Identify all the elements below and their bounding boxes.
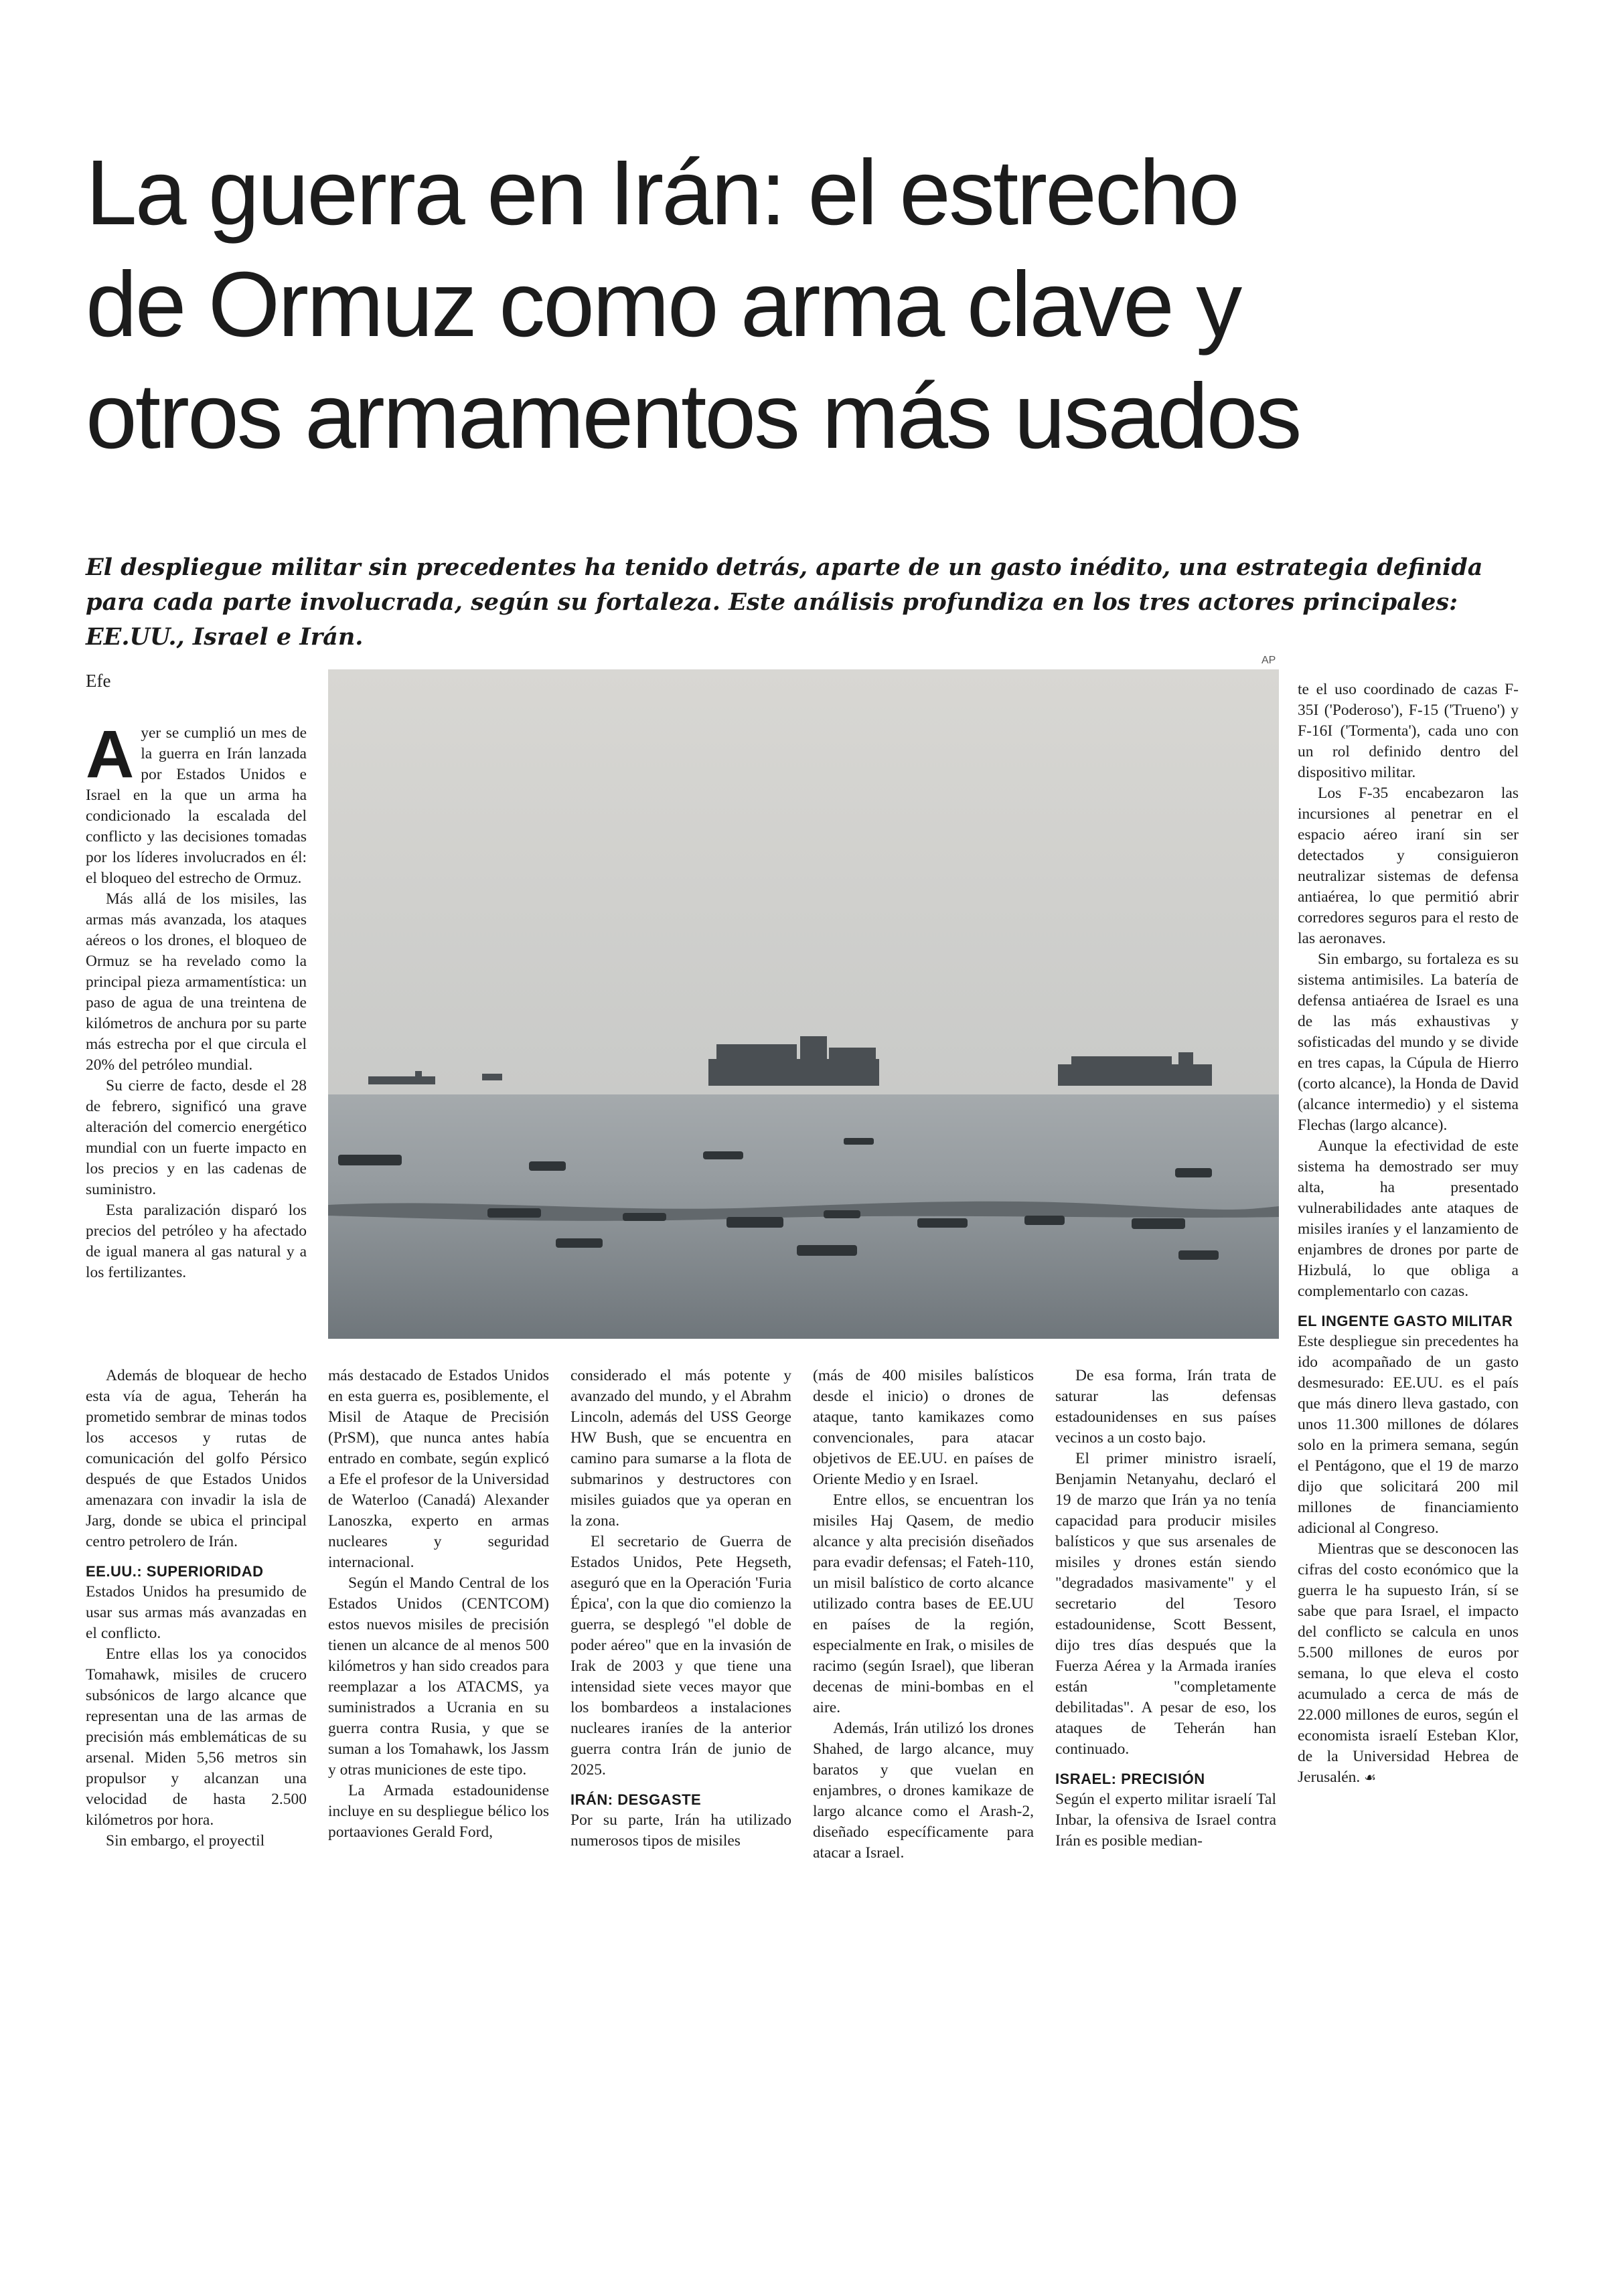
paragraph: considerado el más potente y avanzado del mundo, y el Abrahm Lincoln, además del USS George HW Bush, que se encuentra en camino para sumarse a la flota de submarinos y destructores con misiles guiados que ya operan en la zona. [570,1367,791,1530]
photo-credit: AP [1261,655,1276,666]
drop-cap: A [86,717,135,792]
section-heading-israel: ISRAEL: PRECISIÓN [1055,1771,1205,1787]
end-mark-icon: ☙ [1364,1769,1377,1785]
paragraph: yer se cumplió un mes de la guerra en Irán lanzada por Estados Unidos e Israel en la que un arma ha condicionado la escalada del conflicto y las decisiones tomadas por los líderes involucrados en él: el bloqueo del estrecho de Ormuz. [86,724,307,887]
column-6 [1298,679,1519,1788]
paragraph-text: Mientras que se desconocen las cifras del costo económico que la guerra le ha supuesto Irán, sí se sabe que para Israel, el impacto del conflicto se calcula en unos 5.500 millones de euros por semana, lo que eleva el costo acumulado a cerca de más de 22.000 millones de euros, según el economista israelí Esteban Klor, de la Universidad Hebrea de Jerusalén. [1298,1540,1519,1786]
paragraph: Este despliegue sin precedentes ha ido acompañado de un gasto desmesurado: EE.UU. es el país que más dinero lleva gastado, con unos 11.300 millones de dólares solo en la primera semana, según el Pentágono, que el 19 de marzo dijo que solicitará 200 mil millones de financiamiento adicional al Congreso. [1298,1333,1519,1537]
paragraph: más destacado de Estados Unidos en esta guerra es, posiblemente, el Misil de Ataque de Precisión (PrSM), que nunca antes había entrado en combate, según explicó a Efe el profesor de la Universidad de Waterloo (Canadá) Alexander Lanoszka, experto en armas nucleares y seguridad internacional. [328,1367,549,1571]
paragraph: El primer ministro israelí, Benjamin Netanyahu, declaró el 19 de marzo que Irán ya no tenía capacidad para producir misiles balísticos y que sus arsenales de misiles y drones están siendo "degradados masivamente" y el secretario del Tesoro estadounidense, Scott Bessent, dijo tres días después que la Fuerza Aérea y la Armada iraníes están "completamente debilitadas". A pesar de eso, los ataques de Teherán han continuado. [1055,1450,1276,1758]
paragraph: Más allá de los misiles, las armas más avanzada, los ataques aéreos o los drones, el bloqueo de Ormuz se ha revelado como la principal pieza armamentística: un paso de agua de una treintena de kilómetros de anchura por su parte más estrecha por el que circula el 20% del petróleo mundial. [86,890,307,1074]
column-4 [813,1366,1034,1864]
paragraph: El secretario de Guerra de Estados Unidos, Pete Hegseth, aseguró que en la Operación 'Furia Épica', con la que dio comienzo la guerra, se desplegó "el doble de poder aéreo" que en la invasión de Irak de 2003 y que tiene una intensidad siete veces mayor que los bombardeos a instalaciones nucleares iraníes de la anterior guerra contra Irán de junio de 2025. [570,1533,791,1779]
section-heading-usa: EE.UU.: SUPERIORIDAD [86,1563,264,1580]
paragraph: Además de bloquear de hecho esta vía de agua, Teherán ha prometido sembrar de minas todos los accesos y rutas de comunicación del golfo Pérsico después de que Estados Unidos amenazara con invadir la isla de Jarg, donde se ubica el principal centro petrolero de Irán. [86,1367,307,1550]
paragraph: te el uso coordinado de cazas F-35I ('Poderoso'), F-15 ('Trueno') y F-16I ('Tormenta'), cada uno con un rol definido dentro del dispositivo militar. [1298,681,1519,781]
paragraph: Entre ellas los ya conocidos Tomahawk, misiles de crucero subsónicos de largo alcance que representan una de las armas de precisión más emblemáticas de su arsenal. Miden 5,56 metros sin propulsor y alcanzan una velocidad de hasta 2.500 kilómetros por hora. [86,1645,307,1829]
headline-line-3: otros armamentos más usados [86,365,1300,468]
headline [86,137,1545,473]
headline-line-2: de Ormuz como arma clave y [86,253,1241,356]
column-1 [86,717,307,1283]
column-2 [328,1366,549,1843]
section-heading-military-spending: EL INGENTE GASTO MILITAR [1298,1313,1513,1329]
paragraph: Sin embargo, su fortaleza es su sistema antimisiles. La batería de defensa antiaérea de Israel es una de las más exhaustivas y sofisticadas del mundo y se divide en tres capas, la Cúpula de Hierro (corto alcance), la Honda de David (alcance intermedio) y el sistema Flechas (largo alcance). [1298,951,1519,1134]
paragraph: Según el experto militar israelí Tal Inbar, la ofensiva de Israel contra Irán es posible median- [1055,1791,1276,1850]
deck-subtitle: El despliegue militar sin precedentes ha tenido detrás, aparte de un gasto inédito, una estrategia definida para cada parte involucrada, según su fortaleza. Este análisis profundiza en los tres actores principales: EE.UU., Israel e Irán. [86,554,1483,651]
photo-image [328,669,1279,1339]
paragraph: Los F-35 encabezaron las incursiones al penetrar en el espacio aéreo iraní sin ser detectados y consiguieron neutralizar sistemas de defensa antiaérea, lo que permitió abrir corredores seguros para el resto de las aeronaves. [1298,785,1519,947]
paragraph: De esa forma, Irán trata de saturar las defensas estadounidenses en sus países vecinos a un costo bajo. [1055,1367,1276,1447]
section-heading-iran: IRÁN: DESGASTE [570,1791,702,1808]
headline-line-1: La guerra en Irán: el estrecho [86,141,1238,244]
paragraph: Entre ellos, se encuentran los misiles Haj Qasem, de medio alcance y alta precisión diseñados para evadir defensas; el Fateh-110, un misil balístico de corto alcance utilizado contra bases de EE.UU en países de la región, especialmente en Irak, o misiles de racimo (según Israel), que liberan decenas de mini-bombas en el aire. [813,1491,1034,1716]
column-3 [570,1366,791,1852]
paragraph: Además, Irán utilizó los drones Shahed, de largo alcance, muy baratos y que vuelan en enjambres, o drones kamikaze de largo alcance como el Arash-2, diseñado específicamente para atacar a Israel. [813,1720,1034,1862]
paragraph [1298,1539,1519,1788]
byline: Efe [86,671,111,691]
paragraph: Según el Mando Central de los Estados Unidos (CENTCOM) estos nuevos misiles de precisión tienen un alcance de al menos 500 kilómetros y han sido creados para reemplazar a los ATACMS, ya suministrados a Ucrania en su guerra contra Rusia, y que se suman a los Tomahawk, los Jassm y otras municiones de este tipo. [328,1574,549,1779]
column-5 [1055,1366,1276,1852]
paragraph: La Armada estadounidense incluye en su despliegue bélico los portaaviones Gerald Ford, [328,1782,549,1841]
paragraph: Estados Unidos ha presumido de usar sus armas más avanzadas en el conflicto. [86,1583,307,1642]
paragraph: Su cierre de facto, desde el 28 de febrero, significó una grave alteración del comercio energético mundial con un fuerte impacto en los precios y en las cadenas de suministro. [86,1077,307,1198]
photo-ships-strait-of-hormuz [328,669,1279,1339]
lead-paragraph [86,717,307,889]
paragraph: Por su parte, Irán ha utilizado numerosos tipos de misiles [570,1811,791,1850]
paragraph: Sin embargo, el proyectil [106,1832,265,1850]
paragraph: Aunque la efectividad de este sistema ha demostrado ser muy alta, ha presentado vulnerabilidades ante ataques de misiles iraníes y el lanzamiento de enjambres de drones por parte de Hizbulá, lo que obliga a complementarlo con cazas. [1298,1137,1519,1300]
paragraph: (más de 400 misiles balísticos desde el inicio) o drones de ataque, tanto kamikazes como convencionales, para atacar objetivos de EE.UU. en países de Oriente Medio y en Israel. [813,1367,1034,1488]
paragraph: Esta paralización disparó los precios del petróleo y ha afectado de igual manera al gas natural y a los fertilizantes. [86,1202,307,1281]
column-1-continued [86,1366,307,1852]
